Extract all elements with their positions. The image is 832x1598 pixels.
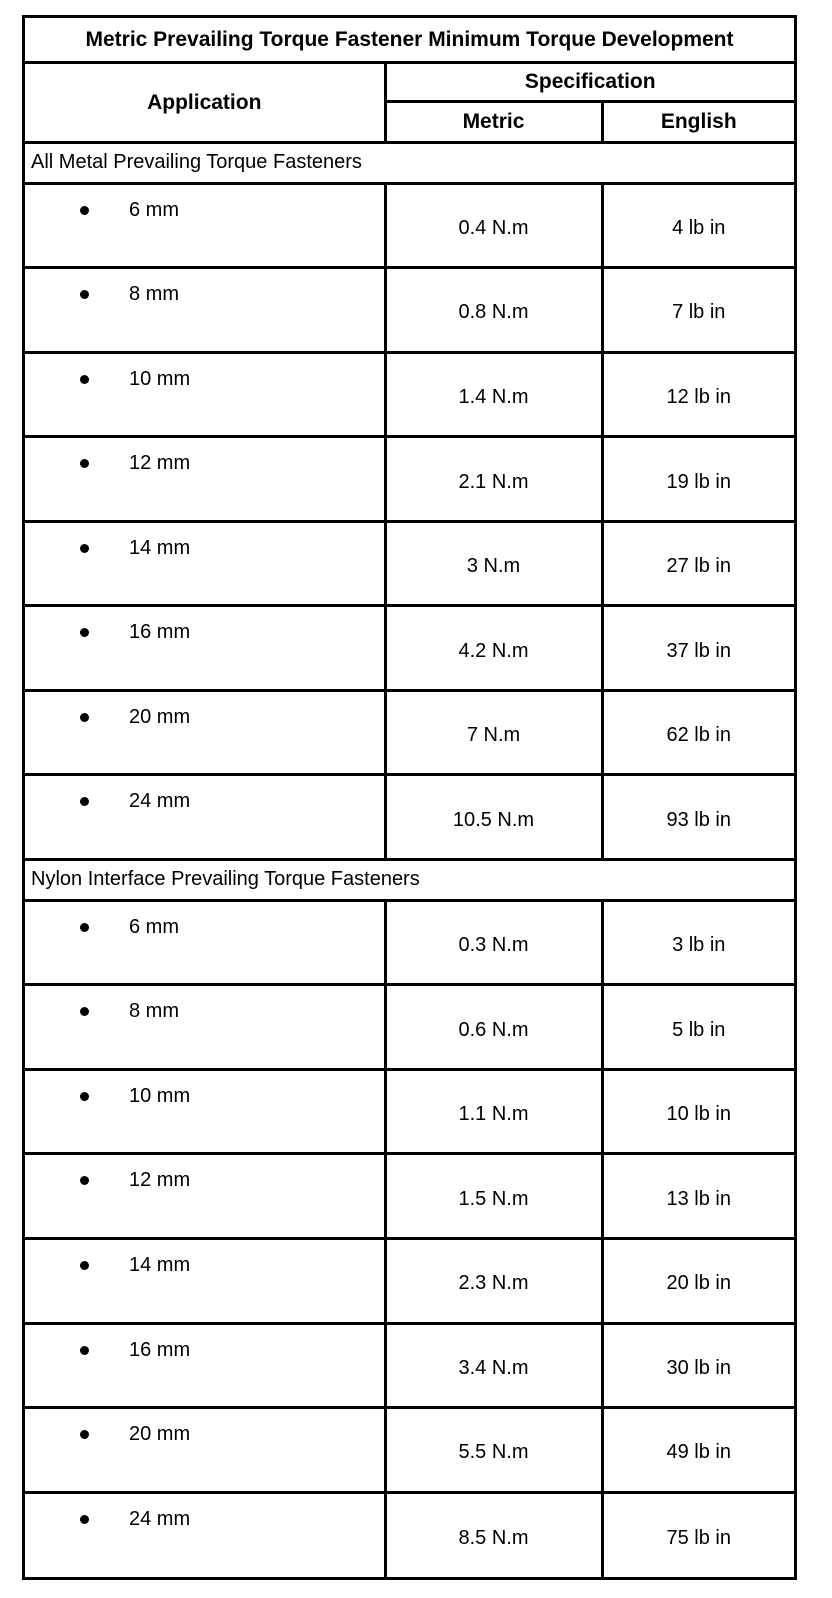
size-cell-content [25, 354, 384, 391]
table-row [25, 437, 794, 522]
metric-value: 3.4 N.m [385, 1323, 602, 1408]
header-metric: Metric [385, 102, 602, 143]
english-value: 3 lb in [602, 900, 794, 985]
metric-value: 2.3 N.m [385, 1239, 602, 1324]
table-row [25, 775, 794, 860]
title-row [25, 18, 794, 63]
fastener-size: 8 mm [129, 283, 179, 306]
size-cell [25, 1408, 385, 1493]
table-row [25, 1408, 794, 1493]
bullet-icon [80, 459, 89, 468]
english-value: 12 lb in [602, 352, 794, 437]
english-value: 4 lb in [602, 183, 794, 268]
section-row [25, 860, 794, 901]
metric-value: 10.5 N.m [385, 775, 602, 860]
size-cell [25, 437, 385, 522]
size-cell [25, 1154, 385, 1239]
english-value: 93 lb in [602, 775, 794, 860]
table-row [25, 900, 794, 985]
metric-value: 1.5 N.m [385, 1154, 602, 1239]
size-cell-content [25, 1240, 384, 1277]
size-cell [25, 775, 385, 860]
size-cell [25, 606, 385, 691]
size-cell-content [25, 1071, 384, 1108]
bullet-icon [80, 797, 89, 806]
table-row [25, 1323, 794, 1408]
fastener-size: 6 mm [129, 198, 179, 221]
english-value: 10 lb in [602, 1069, 794, 1154]
fastener-size: 12 mm [129, 452, 191, 475]
metric-value: 0.3 N.m [385, 900, 602, 985]
bullet-icon [80, 1092, 89, 1101]
size-cell-content [25, 1155, 384, 1192]
size-cell [25, 1069, 385, 1154]
fastener-size: 16 mm [129, 1338, 191, 1361]
size-cell [25, 183, 385, 268]
metric-value: 4.2 N.m [385, 606, 602, 691]
fastener-size: 10 mm [129, 1084, 191, 1107]
size-cell-content [25, 269, 384, 306]
bullet-icon [80, 1176, 89, 1185]
table-row [25, 606, 794, 691]
table-row [25, 1492, 794, 1577]
size-cell-content [25, 523, 384, 560]
metric-value: 5.5 N.m [385, 1408, 602, 1493]
metric-value: 7 N.m [385, 690, 602, 775]
bullet-icon [80, 1515, 89, 1524]
section-row [25, 142, 794, 183]
metric-value: 0.8 N.m [385, 268, 602, 353]
header-row-1 [25, 63, 794, 102]
bullet-icon [80, 1261, 89, 1270]
english-value: 75 lb in [602, 1492, 794, 1577]
table-row [25, 1239, 794, 1324]
english-value: 37 lb in [602, 606, 794, 691]
bullet-icon [80, 290, 89, 299]
size-cell-content [25, 986, 384, 1023]
metric-value: 8.5 N.m [385, 1492, 602, 1577]
metric-value: 2.1 N.m [385, 437, 602, 522]
fastener-size: 16 mm [129, 621, 191, 644]
bullet-icon [80, 628, 89, 637]
bullet-icon [80, 1346, 89, 1355]
size-cell [25, 268, 385, 353]
fastener-size: 14 mm [129, 536, 191, 559]
size-cell [25, 690, 385, 775]
section-label: All Metal Prevailing Torque Fasteners [25, 142, 794, 183]
table-row [25, 985, 794, 1070]
size-cell-content [25, 692, 384, 729]
header-application: Application [25, 63, 385, 142]
fastener-size: 24 mm [129, 790, 191, 813]
table-title: Metric Prevailing Torque Fastener Minimum Torque Development [25, 18, 794, 63]
size-cell [25, 1239, 385, 1324]
table-body [25, 18, 794, 1577]
table-row [25, 352, 794, 437]
torque-table-frame [22, 15, 797, 1580]
english-value: 19 lb in [602, 437, 794, 522]
size-cell [25, 985, 385, 1070]
metric-value: 1.4 N.m [385, 352, 602, 437]
english-value: 20 lb in [602, 1239, 794, 1324]
fastener-size: 12 mm [129, 1169, 191, 1192]
metric-value: 1.1 N.m [385, 1069, 602, 1154]
metric-value: 0.4 N.m [385, 183, 602, 268]
fastener-size: 24 mm [129, 1507, 191, 1530]
english-value: 62 lb in [602, 690, 794, 775]
english-value: 27 lb in [602, 521, 794, 606]
english-value: 30 lb in [602, 1323, 794, 1408]
metric-value: 3 N.m [385, 521, 602, 606]
english-value: 5 lb in [602, 985, 794, 1070]
english-value: 49 lb in [602, 1408, 794, 1493]
section-label: Nylon Interface Prevailing Torque Fasteners [25, 860, 794, 901]
size-cell-content [25, 1494, 384, 1531]
bullet-icon [80, 206, 89, 215]
table-row [25, 183, 794, 268]
bullet-icon [80, 713, 89, 722]
table-row [25, 268, 794, 353]
fastener-size: 20 mm [129, 1423, 191, 1446]
english-value: 13 lb in [602, 1154, 794, 1239]
size-cell-content [25, 776, 384, 813]
bullet-icon [80, 1430, 89, 1439]
size-cell [25, 900, 385, 985]
metric-value: 0.6 N.m [385, 985, 602, 1070]
size-cell-content [25, 902, 384, 939]
table-row [25, 521, 794, 606]
size-cell-content [25, 1409, 384, 1446]
size-cell-content [25, 438, 384, 475]
size-cell [25, 1323, 385, 1408]
table-row [25, 1069, 794, 1154]
fastener-size: 6 mm [129, 915, 179, 938]
bullet-icon [80, 1007, 89, 1016]
size-cell [25, 352, 385, 437]
bullet-icon [80, 923, 89, 932]
header-english: English [602, 102, 794, 143]
header-specification: Specification [385, 63, 794, 102]
bullet-icon [80, 375, 89, 384]
size-cell [25, 521, 385, 606]
size-cell-content [25, 185, 384, 222]
torque-spec-table [25, 18, 794, 1577]
english-value: 7 lb in [602, 268, 794, 353]
size-cell-content [25, 1325, 384, 1362]
fastener-size: 14 mm [129, 1254, 191, 1277]
fastener-size: 10 mm [129, 367, 191, 390]
bullet-icon [80, 544, 89, 553]
size-cell-content [25, 607, 384, 644]
fastener-size: 8 mm [129, 1000, 179, 1023]
size-cell [25, 1492, 385, 1577]
fastener-size: 20 mm [129, 705, 191, 728]
table-row [25, 690, 794, 775]
table-row [25, 1154, 794, 1239]
